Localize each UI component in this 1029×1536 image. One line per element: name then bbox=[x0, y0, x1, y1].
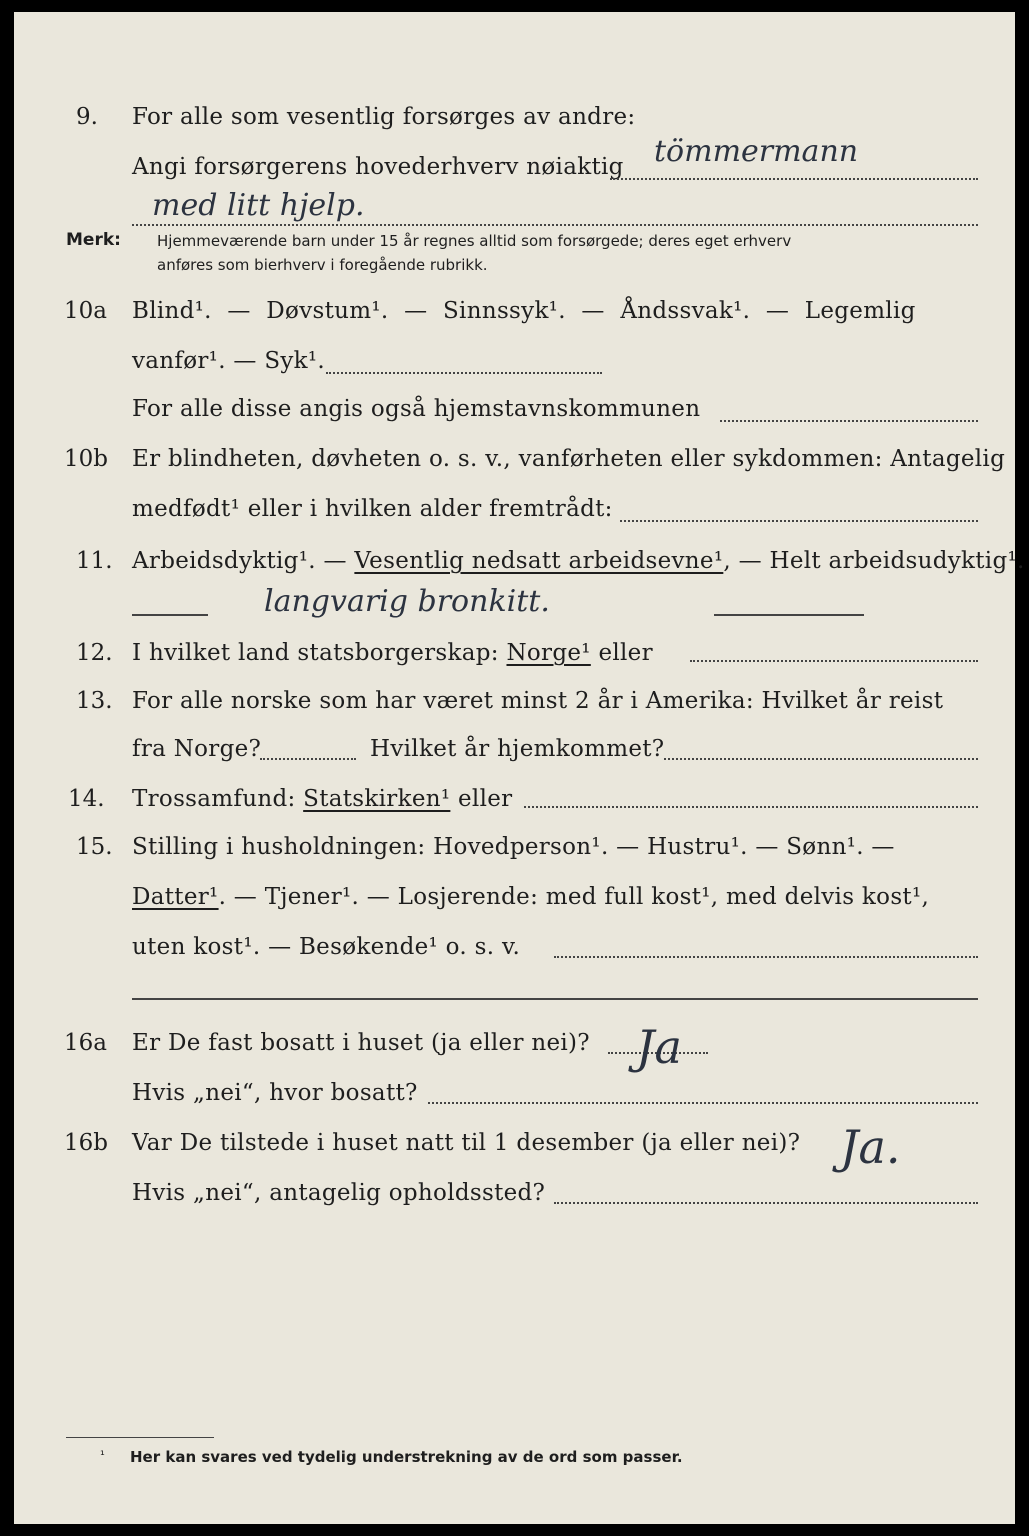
q13-hjemkommet-line bbox=[664, 758, 978, 760]
q11-handwritten-answer: langvarig bronkitt. bbox=[264, 584, 550, 619]
q15-line2 bbox=[132, 884, 929, 910]
q16b-line2: Hvis „nei“, antagelig opholdssted? bbox=[132, 1180, 546, 1206]
q9-answer-line2 bbox=[132, 224, 978, 226]
q13-reist-line bbox=[260, 758, 356, 760]
q16a-line1: Er De fast bosatt i huset (ja eller nei)? bbox=[132, 1030, 590, 1056]
merk-line2: anføres som bierhverv i foregående rubrikk. bbox=[157, 256, 488, 274]
q10a-hjemstavn-line bbox=[720, 420, 978, 422]
q14-label: Trossamfund: bbox=[132, 786, 296, 812]
q9-handwritten-answer2: med litt hjelp. bbox=[152, 188, 365, 223]
q10a-syk-line bbox=[326, 372, 602, 374]
question-number-16b: 16b bbox=[64, 1130, 108, 1156]
q10a-line3: For alle disse angis også hjemstavnskommunen bbox=[132, 396, 701, 422]
q9-line2: Angi forsørgerens hovederhverv nøiaktig bbox=[132, 154, 624, 180]
q15-datter-underlined: Datter¹ bbox=[132, 884, 219, 910]
q9-line1: For alle som vesentlig forsørges av andre: bbox=[132, 104, 636, 130]
census-form-page bbox=[14, 12, 1025, 1524]
question-number-12: 12. bbox=[76, 640, 113, 666]
q14-line bbox=[132, 786, 512, 812]
question-number-15: 15. bbox=[76, 834, 113, 860]
q15-line2-rest: . — Tjener¹. — Losjerende: med full kost¹, med delvis kost¹, bbox=[218, 884, 930, 910]
footnote-text: Her kan svares ved tydelig understrekning av de ord som passer. bbox=[130, 1448, 683, 1466]
q15-answer-line bbox=[554, 956, 978, 958]
q16b-opholdssted-line bbox=[554, 1202, 978, 1204]
question-number-16a: 16a bbox=[64, 1030, 107, 1056]
q14-statskirken-underlined: Statskirken¹ bbox=[303, 786, 451, 812]
question-number-9: 9. bbox=[76, 104, 98, 130]
footnote-mark: ¹ bbox=[100, 1448, 105, 1462]
footnote-separator bbox=[66, 1437, 214, 1438]
q11-arbeidsdyktig: Arbeidsdyktig¹. — bbox=[132, 548, 347, 574]
q13-line2b: Hvilket år hjemkommet? bbox=[370, 736, 665, 762]
q12-answer-line bbox=[690, 660, 978, 662]
q15-line3: uten kost¹. — Besøkende¹ o. s. v. bbox=[132, 934, 521, 960]
q9-answer-line bbox=[610, 178, 978, 180]
q16b-line1: Var De tilstede i huset natt til 1 desember (ja eller nei)? bbox=[132, 1130, 801, 1156]
q11-line bbox=[132, 548, 1025, 574]
q14-answer-line bbox=[524, 806, 978, 808]
q10b-answer-line bbox=[620, 520, 978, 522]
merk-label: Merk: bbox=[66, 230, 121, 250]
q12-eller: eller bbox=[598, 640, 653, 666]
q11-helt: , — Helt arbeidsudyktig¹. bbox=[723, 548, 1025, 574]
q16a-handwritten-answer: Ja bbox=[636, 1020, 682, 1074]
question-number-14: 14. bbox=[68, 786, 105, 812]
question-number-10a: 10a bbox=[64, 298, 107, 324]
q15-line1: Stilling i husholdningen: Hovedperson¹. — Hustru¹. — Sønn¹. — bbox=[132, 834, 895, 860]
q12-line bbox=[132, 640, 653, 666]
q10b-line1: Er blindheten, døvheten o. s. v., vanførheten eller sykdommen: Antagelig bbox=[132, 446, 1006, 472]
q10a-line2: vanfør¹. — Syk¹. bbox=[132, 348, 326, 374]
q9-handwritten-answer1: tömmermann bbox=[654, 134, 859, 169]
question-number-13: 13. bbox=[76, 688, 113, 714]
q11-answer-line-left bbox=[132, 614, 208, 616]
question-number-11: 11. bbox=[76, 548, 113, 574]
q16a-bosatt-line bbox=[428, 1102, 978, 1104]
merk-line1: Hjemmeværende barn under 15 år regnes alltid som forsørgede; deres eget erhverv bbox=[157, 232, 792, 250]
q16a-line2: Hvis „nei“, hvor bosatt? bbox=[132, 1080, 418, 1106]
q14-eller: eller bbox=[458, 786, 513, 812]
q16b-handwritten-answer: Ja. bbox=[840, 1120, 901, 1174]
q10a-line1: Blind¹. — Døvstum¹. — Sinnssyk¹. — Åndssvak¹. — Legemlig bbox=[132, 298, 916, 324]
q12-label: I hvilket land statsborgerskap: bbox=[132, 640, 499, 666]
question-number-10b: 10b bbox=[64, 446, 108, 472]
q11-nedsatt-underlined: Vesentlig nedsatt arbeidsevne¹ bbox=[354, 548, 724, 574]
q10b-line2: medfødt¹ eller i hvilken alder fremtrådt: bbox=[132, 496, 613, 522]
q11-answer-line-right bbox=[714, 614, 864, 616]
q12-norge-underlined: Norge¹ bbox=[506, 640, 591, 666]
q15-answer-line2 bbox=[132, 998, 978, 1000]
q13-line1: For alle norske som har været minst 2 år i Amerika: Hvilket år reist bbox=[132, 688, 944, 714]
q13-line2a: fra Norge? bbox=[132, 736, 262, 762]
